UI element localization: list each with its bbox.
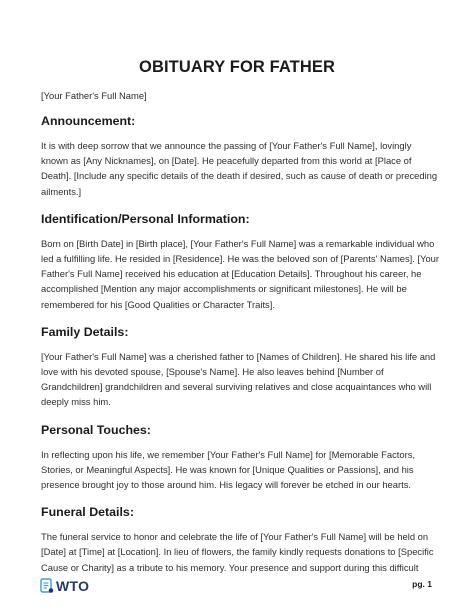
section-identification <box>41 212 439 312</box>
section-text: Born on [Birth Date] in [Birth place], [Your Father's Full Name] was a remarkable individual who led a fulfilling life. He resided in [Residence]. He was the beloved son of [Parents' Names]. [Your Father's Full Name] received his education at [Education Details]. Throughout his career, he accomplished [Mention any major accomplishments or significant milestones]. He will be remembered for his [Good Qualities or Character Traits]. <box>41 237 440 310</box>
section-heading: Personal Touches: <box>41 422 151 437</box>
section-text: [Your Father's Full Name] was a cherished father to [Names of Children]. He shared his life and love with his devoted spouse, [Spouse's Name]. He also leaves behind [Number of Grandchildren] grandchildren and several surviving relatives and close acquaintances who will deeply miss him. <box>41 350 436 408</box>
document-icon <box>40 578 54 594</box>
section-text: In reflecting upon his life, we remember [Your Father's Full Name] for [Memorable Factors, Stories, or Meaningful Aspects]. He was known for [Unique Qualities or Passions], and his presence brought joy to those around him. His legacy will forever be etched in our hearts. <box>41 448 415 491</box>
section-announcement <box>41 114 439 199</box>
section-text: The funeral service to honor and celebrate the life of [Your Father's Full Name] will be held on [Date] at [Time] at [Location]. In lieu of flowers, the family kindly requests donations to [Specific Cause or Charity] as a tribute to his memory. Your presence and support during this difficult <box>41 531 434 573</box>
section-personal-touches <box>41 423 439 493</box>
section-funeral-details <box>41 505 439 575</box>
section-heading: Family Details: <box>41 324 129 339</box>
document-title: OBITUARY FOR FATHER <box>139 58 335 76</box>
document-body <box>41 89 439 588</box>
father-name-placeholder: [Your Father's Full Name] <box>41 90 147 101</box>
logo-wordmark: WTO <box>56 578 90 594</box>
section-text: It is with deep sorrow that we announce the passing of [Your Father's Full Name], lovingly known as [Any Nicknames], on [Date]. He peacefully departed from this world at [Place of Death]. [Include any specific details of the death if desired, such as cause of death or preceding ailments.] <box>41 140 438 197</box>
page-number: pg. 1 <box>412 579 432 589</box>
section-family-details <box>41 325 439 410</box>
wto-logo <box>40 575 120 597</box>
section-heading: Funeral Details: <box>41 505 134 520</box>
section-heading: Identification/Personal Information: <box>41 211 250 226</box>
section-heading: Announcement: <box>41 114 136 128</box>
